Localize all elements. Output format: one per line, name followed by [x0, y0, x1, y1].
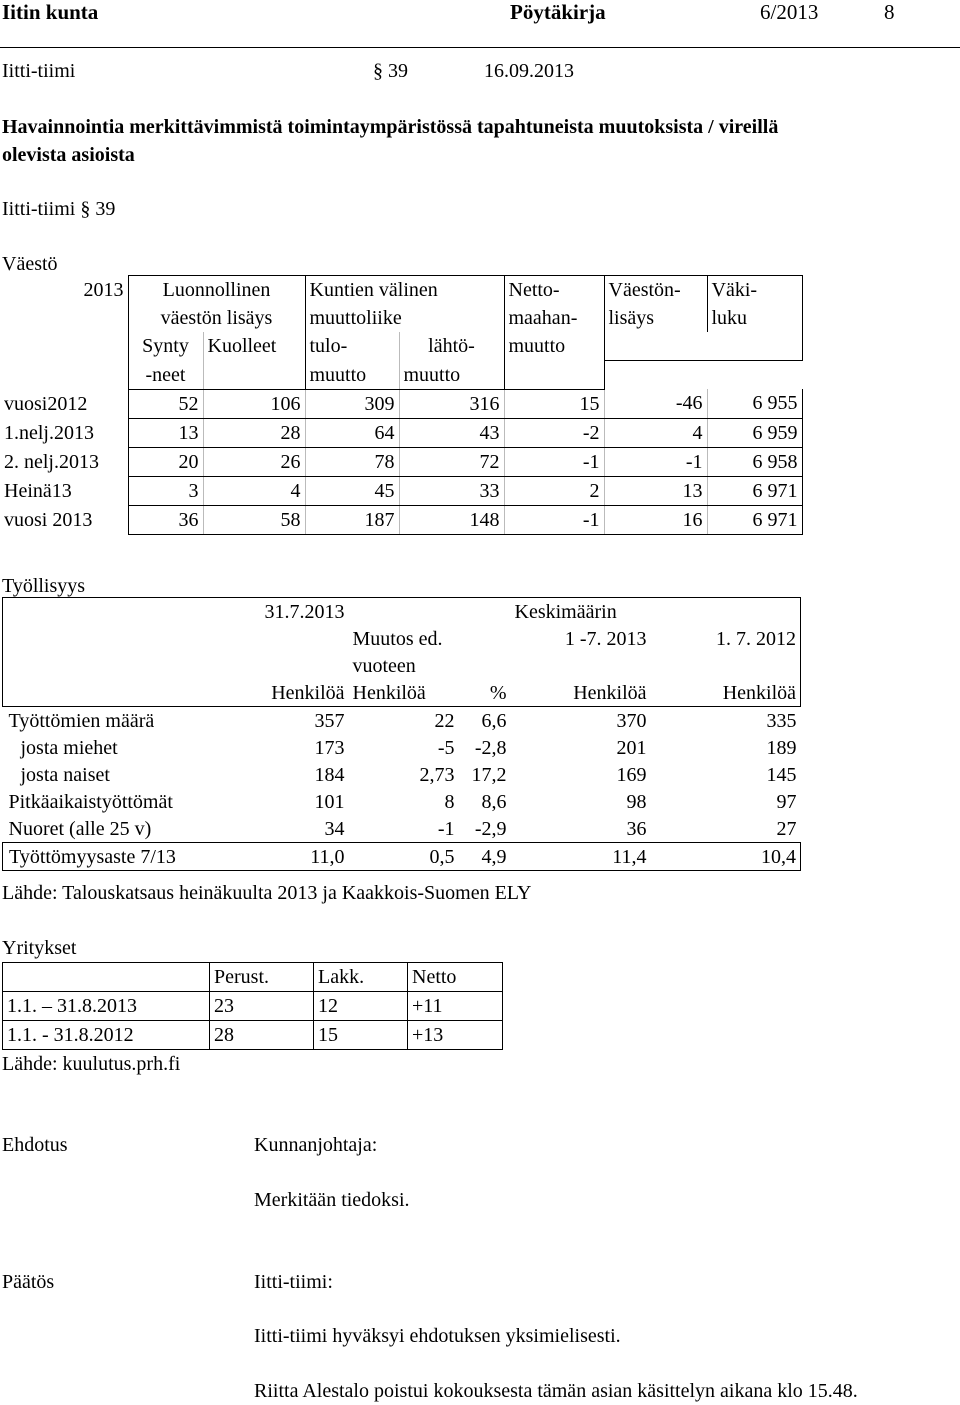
cell-change: -1	[349, 815, 459, 843]
header-date: 31.7.2013	[221, 598, 349, 626]
population-table	[0, 275, 803, 535]
cell-deaths: 106	[203, 389, 305, 418]
table-row	[0, 505, 802, 534]
cell-percent: 17,2	[471, 763, 507, 786]
row-label: 2. nelj.2013	[4, 450, 99, 473]
cell-in-migration: 187	[305, 505, 399, 534]
header-births: Synty	[128, 332, 203, 361]
proposal-text: Merkitään tiedoksi.	[254, 1189, 410, 1211]
cell-value: 11,0	[221, 843, 349, 871]
cell-value: 173	[314, 736, 345, 759]
cell-net: +11	[408, 992, 503, 1021]
header-average-2012: 1. 7. 2012	[651, 625, 801, 652]
proposal-author: Kunnanjohtaja:	[254, 1134, 378, 1156]
section-number: § 39	[373, 60, 408, 82]
cell-out-migration: 43	[399, 418, 504, 447]
cell-avg-2013: 370	[616, 709, 647, 732]
row-label: Nuoret (alle 25 v)	[3, 815, 221, 843]
cell-out-migration: 316	[399, 389, 504, 418]
cell-in-migration: 64	[305, 418, 399, 447]
cell-avg-2012: 97	[776, 790, 797, 813]
cell-avg-2013: 169	[616, 763, 647, 786]
cell-net-immigration: -1	[504, 447, 604, 476]
cell-value: 101	[314, 790, 345, 813]
cell-population-change: 4	[604, 418, 707, 447]
cell-percent: 6,6	[481, 709, 507, 732]
table-row	[3, 761, 801, 788]
document-number: 6/2013	[760, 0, 819, 24]
cell-population: 6 971	[707, 505, 802, 534]
cell-avg-2012: 27	[651, 815, 801, 843]
header-average: Keskimäärin	[511, 598, 801, 626]
table-row	[0, 418, 802, 447]
cell-avg-2013: 36	[511, 815, 651, 843]
cell-change: 22	[434, 709, 455, 732]
cell-change: 2,73	[419, 763, 455, 786]
cell-closed: 12	[314, 992, 408, 1021]
population-year: 2013	[83, 278, 124, 301]
table-row	[3, 1021, 503, 1050]
cell-out-migration: 148	[399, 505, 504, 534]
cell-value: 34	[221, 815, 349, 843]
cell-avg-2012: 10,4	[651, 843, 801, 871]
cell-population-change: -1	[604, 447, 707, 476]
header-average-2013: 1 -7. 2013	[564, 627, 647, 650]
cell-deaths: 58	[203, 505, 305, 534]
cell-percent: -2,8	[474, 736, 507, 759]
employment-table	[2, 597, 801, 871]
row-label: 1.nelj.2013	[4, 421, 94, 444]
header-natural-growth: Luonnollinen	[128, 276, 305, 305]
header-closed: Lakk.	[314, 963, 408, 992]
cell-avg-2012: 189	[766, 736, 797, 759]
cell-avg-2012: 145	[766, 763, 797, 786]
cell-deaths: 4	[203, 476, 305, 505]
cell-avg-2013: 98	[626, 790, 647, 813]
decision-label: Päätös	[2, 1271, 55, 1293]
header-natural-growth-line2: väestön lisäys	[128, 304, 305, 332]
header-population: Väki-	[707, 276, 802, 305]
table-row	[0, 447, 802, 476]
cell-population-change: -46	[604, 389, 707, 418]
cell-out-migration: 33	[399, 476, 504, 505]
row-label: vuosi 2013	[4, 508, 93, 531]
table-row	[0, 476, 802, 505]
row-label: Työttömyysaste 7/13	[3, 843, 221, 871]
header-net: Netto	[408, 963, 503, 992]
table-row	[3, 734, 801, 761]
cell-percent: 4,9	[459, 843, 511, 871]
cell-value: 184	[314, 763, 345, 786]
header-population-change-line2: lisäys	[604, 304, 707, 332]
table-row	[3, 815, 801, 843]
section-reference: Iitti-tiimi § 39	[2, 198, 116, 220]
population-heading: Väestö	[2, 253, 58, 275]
row-label: Työttömien määrä	[8, 709, 155, 732]
cell-population-change: 16	[604, 505, 707, 534]
cell-deaths: 26	[203, 447, 305, 476]
cell-births: 52	[128, 389, 203, 418]
cell-in-migration: 309	[305, 389, 399, 418]
cell-net-immigration: 2	[504, 476, 604, 505]
header-persons: Henkilöä	[221, 679, 349, 707]
table-row	[3, 843, 801, 871]
row-label: 1.1. - 31.8.2012	[3, 1021, 210, 1050]
decision-body: Iitti-tiimi:	[254, 1271, 333, 1293]
header-in-migration: tulo-	[305, 332, 399, 361]
proposal-label: Ehdotus	[2, 1134, 68, 1156]
decision-note: Riitta Alestalo poistui kokouksesta tämän asian käsittelyn aikana klo 15.48.	[254, 1380, 858, 1402]
companies-heading: Yritykset	[2, 937, 77, 959]
table-row	[3, 707, 801, 735]
row-label: vuosi2012	[4, 392, 88, 415]
header-in-migration-line2: muutto	[305, 361, 399, 390]
header-population-change: Väestön-	[604, 276, 707, 305]
row-label: josta naiset	[20, 763, 110, 786]
header-founded: Perust.	[210, 963, 314, 992]
cell-births: 36	[128, 505, 203, 534]
cell-change: 0,5	[349, 843, 459, 871]
employment-heading: Työllisyys	[2, 575, 86, 597]
header-separator	[0, 47, 960, 48]
page-title-line2: olevista asioista	[2, 144, 135, 166]
cell-value: 357	[314, 709, 345, 732]
cell-births: 3	[128, 476, 203, 505]
header-net-immigration: Netto-	[504, 276, 604, 305]
meeting-body: Iitti-tiimi	[2, 60, 76, 82]
header-change-line2: vuoteen	[352, 654, 416, 677]
cell-change: -5	[437, 736, 455, 759]
header-migration: Kuntien välinen	[305, 276, 504, 305]
cell-percent: -2,9	[459, 815, 511, 843]
meeting-date: 16.09.2013	[484, 60, 574, 82]
companies-table	[2, 962, 503, 1050]
employment-source: Lähde: Talouskatsaus heinäkuulta 2013 ja Kaakkois-Suomen ELY	[2, 882, 532, 904]
cell-births: 13	[128, 418, 203, 447]
header-change: Muutos ed.	[352, 627, 443, 650]
cell-population: 6 955	[707, 389, 802, 418]
cell-net-immigration: 15	[504, 389, 604, 418]
cell-population: 6 959	[707, 418, 802, 447]
row-label: 1.1. – 31.8.2013	[3, 992, 210, 1021]
table-row	[3, 788, 801, 815]
header-persons-change: Henkilöä	[349, 679, 459, 707]
cell-in-migration: 45	[305, 476, 399, 505]
header-migration-line2: muuttoliike	[305, 304, 504, 332]
header-births-line2: -neet	[128, 361, 203, 390]
cell-avg-2013: 11,4	[511, 843, 651, 871]
header-persons-2013: Henkilöä	[511, 679, 651, 707]
decision-text: Iitti-tiimi hyväksyi ehdotuksen yksimielisesti.	[254, 1325, 621, 1347]
cell-population: 6 958	[707, 447, 802, 476]
table-row	[3, 992, 503, 1021]
row-label: Pitkäaikaistyöttömät	[8, 790, 173, 813]
header-net-immigration-line2: maahan-	[504, 304, 604, 332]
cell-net-immigration: -1	[504, 505, 604, 534]
cell-founded: 23	[210, 992, 314, 1021]
row-label: Heinä13	[4, 479, 72, 502]
page-title-line1: Havainnointia merkittävimmistä toimintaympäristössä tapahtuneista muutoksista / vireillä	[2, 116, 779, 138]
cell-change: 8	[444, 790, 455, 813]
cell-percent: 8,6	[481, 790, 507, 813]
cell-births: 20	[128, 447, 203, 476]
row-label: josta miehet	[20, 736, 118, 759]
cell-net-immigration: -2	[504, 418, 604, 447]
cell-population: 6 971	[707, 476, 802, 505]
document-type: Pöytäkirja	[510, 0, 606, 24]
cell-founded: 28	[210, 1021, 314, 1050]
table-row	[0, 389, 802, 418]
header-deaths: Kuolleet	[203, 332, 305, 361]
cell-population-change: 13	[604, 476, 707, 505]
header-out-migration: lähtö-	[399, 332, 504, 361]
municipality-name: Iitin kunta	[2, 0, 99, 24]
cell-avg-2013: 201	[616, 736, 647, 759]
companies-source: Lähde: kuulutus.prh.fi	[2, 1053, 181, 1075]
cell-deaths: 28	[203, 418, 305, 447]
header-persons-2012: Henkilöä	[651, 679, 801, 707]
header-net-immigration-line3: muutto	[504, 332, 604, 361]
header-out-migration-line2: muutto	[399, 361, 504, 390]
cell-closed: 15	[314, 1021, 408, 1050]
cell-net: +13	[408, 1021, 503, 1050]
cell-avg-2012: 335	[766, 709, 797, 732]
header-percent: %	[459, 679, 511, 707]
cell-out-migration: 72	[399, 447, 504, 476]
header-population-line2: luku	[707, 304, 802, 332]
page-number: 8	[884, 0, 895, 24]
cell-in-migration: 78	[305, 447, 399, 476]
